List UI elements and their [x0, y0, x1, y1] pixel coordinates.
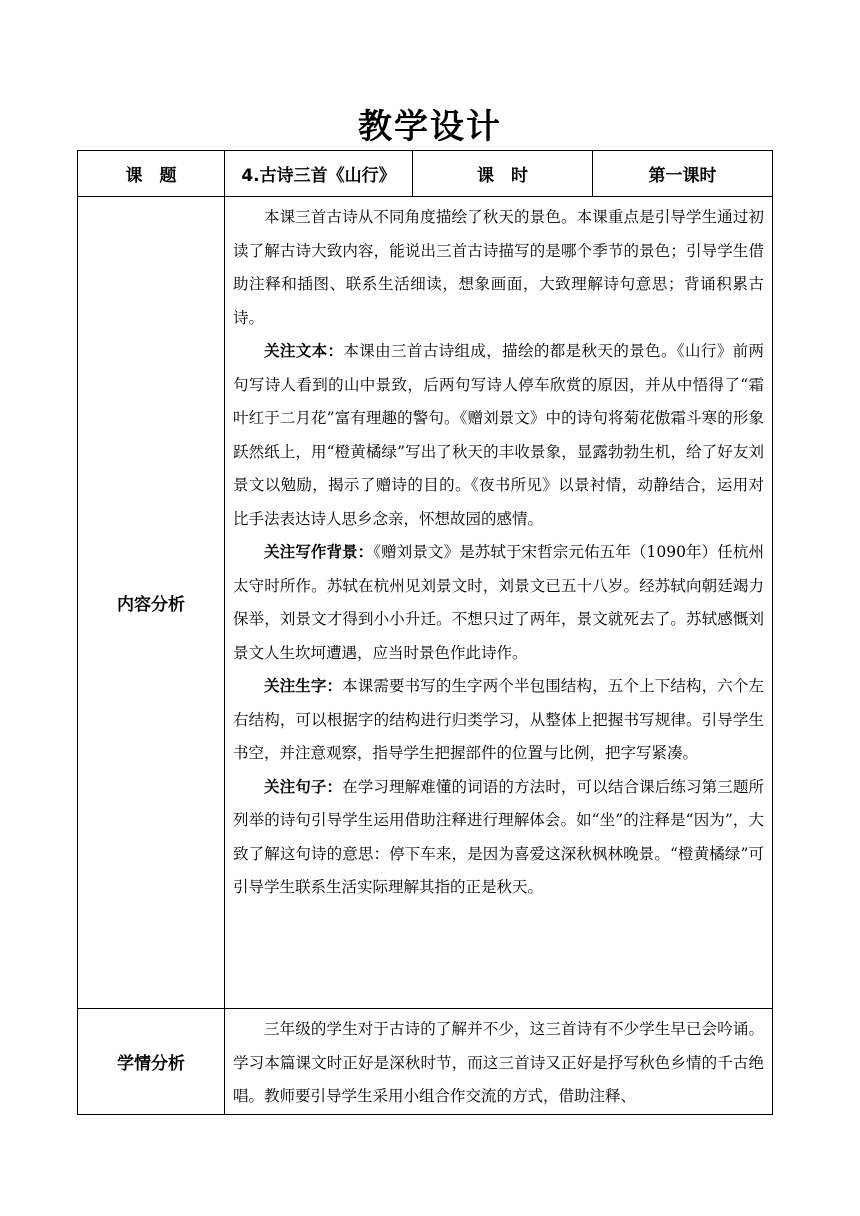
content-intro: 本课三首古诗从不同角度描绘了秋天的景色。本课重点是引导学生通过初读了解古诗大致内容，能说出三首古诗描写的是哪个季节的景色；引导学生借助注释和插图、联系生活细读，想象画面，大致理解诗句意思；背诵积累古诗。 — [233, 208, 764, 327]
chars-body: 本课需要书写的生字两个半包围结构，五个上下结构，六个左右结构，可以根据字的结构进行归类学习，从整体上把握书写规律。引导学生书空，并注意观察，指导学生把握部件的位置与比例，把字写紧凑。 — [233, 677, 764, 762]
student-analysis-label: 学情分析 — [78, 1009, 225, 1115]
sentence-heading: 关注句子： — [264, 777, 343, 796]
period-value: 第一课时 — [593, 151, 773, 197]
background-body: 《赠刘景文》是苏轼于宋哲宗元佑五年（1090年）任杭州太守时所作。苏轼在杭州见刘景文时，刘景文已五十八岁。经苏轼向朝廷竭力保举，刘景文才得到小小升迁。不想只过了两年，景文就死去了。苏轼感慨刘景文人生坎坷遭遇，应当时景色作此诗作。 — [233, 543, 764, 662]
content-analysis-row — [78, 197, 773, 1009]
topic-label: 课 题 — [78, 151, 225, 197]
topic-value: 4.古诗三首《山行》 — [225, 151, 413, 197]
document-title: 教学设计 — [358, 107, 502, 147]
chars-heading: 关注生字： — [264, 677, 343, 695]
content-background-section — [233, 536, 764, 670]
content-chars-section — [233, 670, 764, 771]
content-sentence-section — [233, 771, 764, 905]
header-row — [78, 151, 773, 197]
period-label: 课 时 — [413, 151, 593, 197]
text-heading: 关注文本： — [264, 342, 344, 360]
teaching-design-table — [77, 150, 773, 1115]
text-body: 本课由三首古诗组成，描绘的都是秋天的景色。《山行》前两句写诗人看到的山中景致，后两句写诗人停车欣赏的原因，并从中悟得了“霜叶红于二月花”富有理趣的警句。《赠刘景文》中的诗句将菊花傲霜斗寒的形象跃然纸上，用“橙黄橘绿”写出了秋天的丰收景象，显露勃勃生机，给了好友刘景文以勉励，揭示了赠诗的目的。《夜书所见》以景衬情，动静结合，运用对比手法表达诗人思乡念亲，怀想故园的感情。 — [233, 342, 764, 528]
sentence-body: 在学习理解难懂的词语的方法时，可以结合课后练习第三题所列举的诗句引导学生运用借助注释进行理解体会。如“坐”的注释是“因为”，大致了解这句诗的意思：停下车来，是因为喜爱这深秋枫林晚景。“橙黄橘绿”可引导学生联系生活实际理解其指的正是秋天。 — [233, 777, 764, 896]
content-analysis-label: 内容分析 — [78, 197, 225, 1009]
content-analysis-body — [225, 197, 773, 1009]
student-analysis-body — [225, 1009, 773, 1115]
student-analysis-row — [78, 1009, 773, 1115]
background-heading: 关注写作背景： — [264, 543, 374, 561]
content-text-section — [233, 335, 764, 536]
student-analysis-text: 三年级的学生对于古诗的了解并不少，这三首诗有不少学生早已会吟诵。学习本篇课文时正好是深秋时节，而这三首诗又正好是抒写秋色乡情的千古绝唱。教师要引导学生采用小组合作交流的方式，借助注释、 — [233, 1020, 764, 1105]
